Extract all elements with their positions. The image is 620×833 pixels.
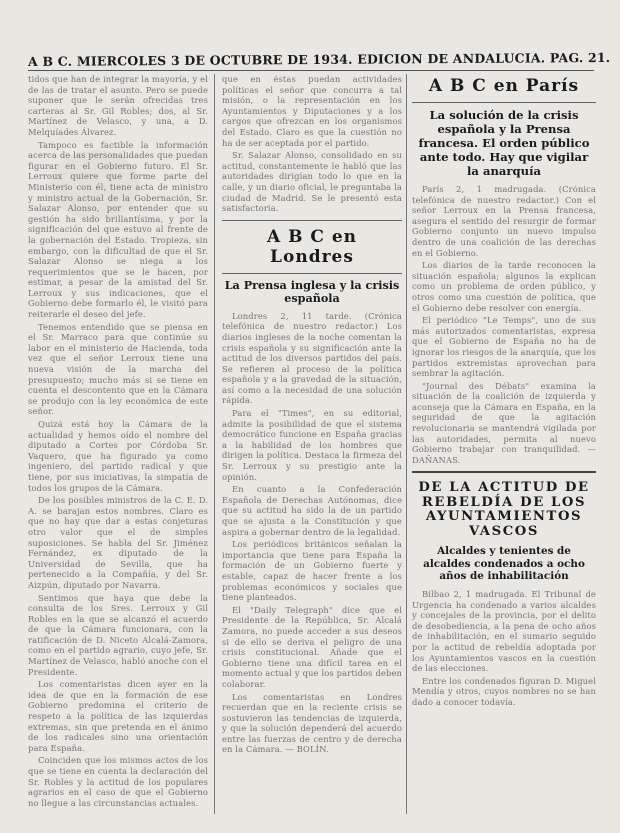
article-paragraph: Los comentaristas dicen ayer en la idea de que en la formación de ese Gobierno predomina el criterio de respeto a la política de las izquierdas extremas, sin que pretenda en el ánimo de los radicales sino una orientación para España. [28, 679, 208, 753]
article-paragraph: Los periódicos británicos señalan la importancia que tiene para España la formación de un Gobierno fuerte y estable, capaz de hacer frente a los problemas económicos y sociales que tiene planteados. [222, 539, 402, 603]
article-paragraph: De los posibles ministros de la C. E. D. A. se barajan estos nombres. Claro es que no hay que dar a estas conjeturas otro valor que el de simples suposiciones. Se habla del Sr. Jiménez Fernández, ex diputado de la Universidad de Sevilla, que ha pertenecido a la Compañía, y del Sr. Aizpún, diputado por Navarra. [28, 495, 208, 590]
article-paragraph: El "Daily Telegraph" dice que el Presidente de la República, Sr. Alcalá Zamora, no puede acceder a sus deseos si de ello se deriva el peligro de una crisis constitucional. Añade que el Gobierno tiene una difícil tarea en el momento actual y que los partidos deben colaborar. [222, 604, 402, 689]
column-divider-2 [406, 74, 407, 814]
article-paragraph: Tenemos entendido que se piensa en el Sr. Marraco para que continúe su labor en el ministerio de Hacienda, toda vez que el señor Lerroux tiene una nueva visión de la marcha del presupuesto; mucho más si se tiene en cuenta el descontento que en la Cámara se produjo con la ley económica de este señor. [28, 321, 208, 417]
article-subhead: La Prensa inglesa y la crisis española [224, 277, 400, 305]
article-paragraph: tidos que han de integrar la mayoría, y el de las de tratar el asunto. Pero se puede suponer que le serán ofrecidas tres carteras al Sr. Gil Robles; dos, al Sr. Martínez de Velasco, y una, a D. Melquíades Álvarez. [28, 74, 208, 137]
section-rule [222, 273, 402, 274]
article-paragraph: Sentimos que haya que debe la consulta de los Sres. Lerroux y Gil Robles en la que se alcanzó el acuerdo de que la Cámara funcionara, con la ratificación de D. Niceto Alcalá-Zamora, como en el partido agrario, cuyo jefe, Sr. Martínez de Velasco, habló anoche con el Presidente. [28, 592, 208, 677]
article-subhead: La solución de la crisis española y la Prensa francesa. El orden público ante todo. Hay que vigilar la anarquía [418, 108, 590, 178]
article-paragraph: Entre los condenados figuran D. Miguel Mendía y otros, cuyos nombres no se han dado a conocer todavía. [412, 675, 596, 707]
section-title-paris: A B C en París [428, 76, 580, 96]
section-rule [412, 471, 596, 473]
article-paragraph: Sr. Salazar Alonso, consolidado en su actitud, constantemente le habló que las autoridades dirigían todo lo que en la calle, y un diario oficial, le preguntaba la ciudad de Madrid. Se le presentó esta satisfactoria. [222, 150, 402, 214]
header-rule [28, 70, 594, 71]
article-paragraph: El periódico "Le Temps", uno de sus más autorizados comentaristas, expresa que el Gobierno de España no ha de ignorar los riesgos de la anarquía, que los partidos extremistas aprovechan para sembrar la agitación. [412, 315, 596, 379]
article-paragraph: Bilbao 2, 1 madrugada. El Tribunal de Urgencia ha condenado a varios alcaldes y concejales de la provincia, por el delito de desobediencia, a la pena de ocho años de inhabilitación, en el sumario seguido por la actitud de rebeldía adoptada por los Ayuntamientos vascos en la cuestión de las elecciones. [412, 588, 596, 674]
header-title: A B C. MIERCOLES 3 DE OCTUBRE DE 1934. EDICION DE ANDALUCIA. PAG. 21. [27, 49, 611, 69]
column-3 [412, 74, 596, 816]
section-rule [412, 102, 596, 103]
column-divider-1 [214, 74, 215, 814]
article-paragraph: Londres 2, 11 tarde. (Crónica telefónica de nuestro redactor.) Los diarios ingleses de la noche comentan la crisis española y su significación ante la actitud de los diversos partidos del país. Se refieren al proceso de la política española y a la gravedad de la situación, así como a la necesidad de una solución rápida. [222, 310, 402, 406]
article-paragraph: En cuanto a la Confederación Española de Derechas Autónomas, dice que su actitud ha sido la de un partido que se ajusta a la Constitución y que aspira a gobernar dentro de la legalidad. [222, 484, 402, 537]
article-paragraph: Los diarios de la tarde reconocen la situación española; algunos la explican como un problema de orden público, y otros como una cuestión de política, que el Gobierno debe resolver con energía. [412, 260, 596, 313]
article-paragraph: "Journal des Débats" examina la situación de la coalición de izquierda y aconseja que la Cámara en España, en la seguridad de que la agitación revolucionaria se mantendrá vigilada por las autoridades, permita al nuevo Gobierno trabajar con tranquilidad. — DAÑANAS. [412, 380, 596, 465]
article-paragraph: Coinciden que los mismos actos de los que se tiene en cuenta la declaración del Sr. Robles y la actitud de los populares agrarios en el caso de que el Gobierno no llegue a las circunstancias actuales. [28, 755, 208, 808]
column-1 [28, 74, 208, 816]
article-paragraph: Los comentaristas en Londres recuerdan que en la reciente crisis se sostuvieron las tendencias de izquierda, y que la solución dependerá del acuerdo entre las fuerzas de centro y de derecha en la Cámara. — BOLÍN. [222, 691, 402, 755]
section-rule [222, 220, 402, 221]
column-2 [222, 74, 402, 816]
article-paragraph: Quizá está hoy la Cámara de la actualidad y hemos oído el nombre del diputado a Cortes por Córdoba Sr. Vaquero, que ha figurado ya como ingeniero, del partido radical y que tiene, por sus iniciativas, la simpatía de todos los grupos de la Cámara. [28, 419, 208, 493]
article-paragraph: Tampoco es factible la información acerca de las personalidades que puedan figurar en el Gobierno futuro. El Sr. Lerroux quiere que forme parte del Ministerio con él, tiene acta de ministro y ministro actual de la Gobernación, Sr. Salazar Alonso, por entender que su gestión ha sido brillantísima, y por la significación del que estuvo al frente de la gobernación del Estado. Tropieza, sin embargo, con la dificultad de que el Sr. Salazar Alonso se niega a los requerimientos que se le hacen, por estimar, a pesar de la amistad del Sr. Lerroux y sus indicaciones, que el Gobierno debe formarlo él, le visitó para reiterarle el deseo del jefe. [28, 139, 208, 320]
section-title-londres: A B C en Londres [266, 226, 358, 267]
article-paragraph: que en éstas puedan actividades políticas el señor que concurra a tal misión, o la representación en los Ayuntamientos y Diputaciones y a los cargos que ofrezcan en los organismos del Estado. Claro es que la cuestión no ha de ser aceptada por el partido. [222, 74, 402, 148]
article-paragraph: París 2, 1 madrugada. (Crónica telefónica de nuestro redactor.) Con el señor Lerroux en la Prensa francesa, asegura el sentido del resurgir de formar Gobierno conjunto un nuevo impulso dentro de una coalición de las derechas en el Gobierno. [412, 184, 596, 258]
page-header [27, 49, 611, 70]
block-subhead: Alcaldes y tenientes de alcaldes condenados a ocho años de inhabilitación [423, 545, 585, 583]
article-paragraph: Para el "Times", en su editorial, admite la posibilidad de que el sistema democrático funcione en España gracias a la habilidad de los hombres que dirigen la política. Destaca la firmeza del Sr. Lerroux y su prestigio ante la opinión. [222, 408, 402, 482]
block-title-vascos: DE LA ACTITUD DE REBELDÍA DE LOS AYUNTAMIENTOS VASCOS [418, 480, 590, 539]
